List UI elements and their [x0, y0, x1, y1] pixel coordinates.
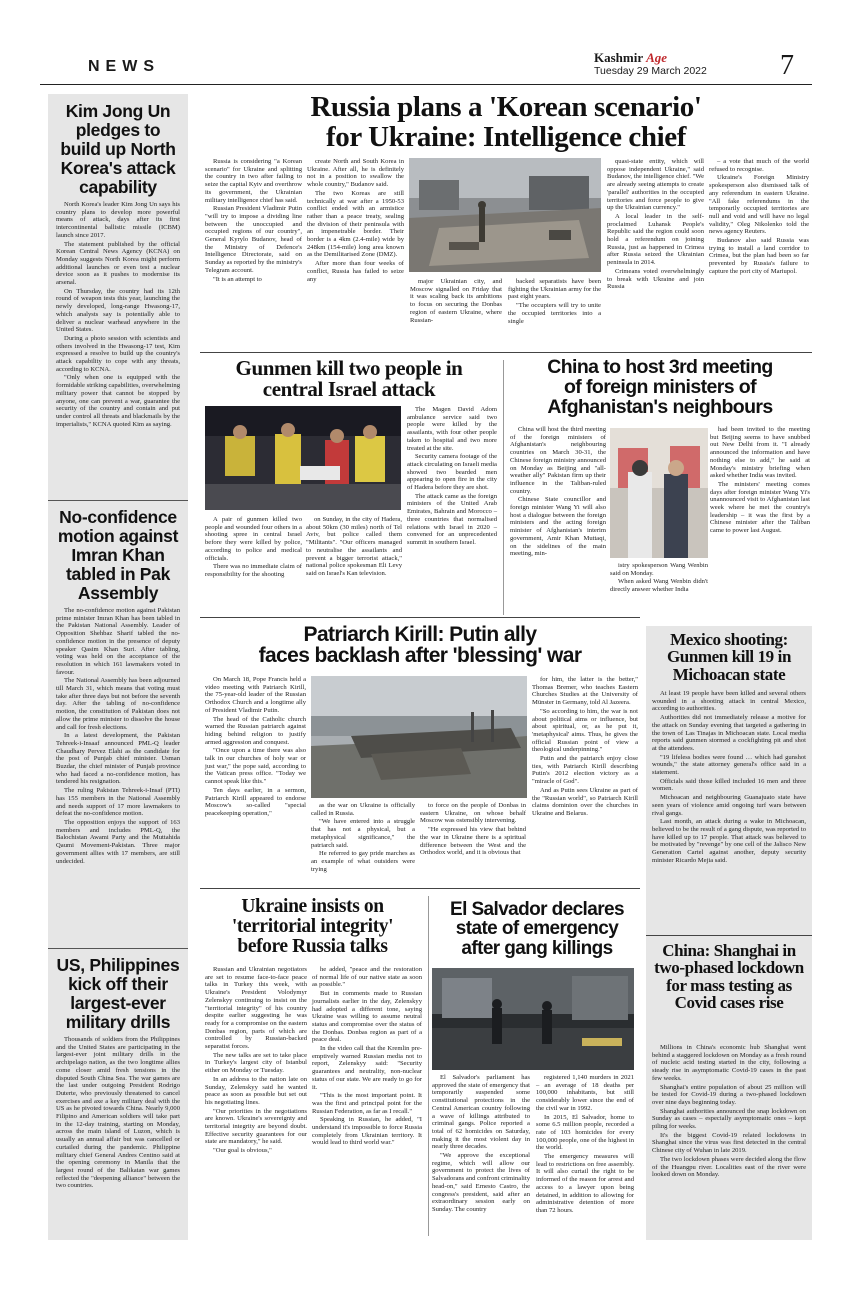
section-label: NEWS — [88, 58, 160, 75]
ukraine-talks-col-2: he added, "peace and the restoration of normal life of our native state as soon as possible." But in comments made to Russian journalists earlier in the day, Zelenskyy had adopted a different tone, saying Ukraine was willing to assume neutral status and compromise over the status of the Donbas. Donbas region as part of a peace deal. In the video call that the Kremlin pre-emptively warned Russian media not to report, Zelenskyy said: "Security guarantees and neutrality, non-nuclear status of our state. We are ready to go for it. "This is the most important point. It was the first and principal point for the Russian Federation, as far as I recall." Speaking in Russian, he added, "I understand it's impossible to force Russia completely from Ukrainian territory. It would lead to third world war." — [312, 966, 422, 1147]
story-headline: Kim Jong Un pledges to build up North Korea's attack capability — [60, 101, 176, 197]
photo-ukraine-soldier — [409, 158, 601, 272]
story-headline-mexico: Mexico shooting: Gunmen kill 19 in Michoacan state — [666, 630, 792, 684]
ukraine-talks-col-1: Russian and Ukrainian negotiators are set to resume face-to-face peace talks in Turkey this week, with Ukraine's President Volodymyr Zelenskyy continuing to insist on the "territorial integrity" of his country despite earlier suggesting he was ready for a compromise on the eastern Donbas region, parts of which are controlled by Russian-backed separatist forces. The new talks are set to take place in Turkey's largest city of Istanbul either on Monday or Tuesday. In an address to the nation late on Sunday, Zelenskyy said he wanted peace as soon as possible but set out his negotiating lines. "Our priorities in the negotiations are known. Ukraine's sovereignty and territorial integrity are beyond doubt. Effective security guarantees for our state are mandatory," he said. "Our goal is obvious," — [205, 966, 307, 1155]
section-divider — [646, 935, 812, 936]
sidebar-divider — [48, 948, 188, 949]
russia-col-1: Russia is considering "a Korean scenario" for Ukraine and splitting the country in two after failing to seize the capital Kyiv and overthrow its government, the Ukrainian military intelligence chief has said. Russian President Vladimir Putin "will try to impose a dividing line between the unoccupied and occupied regions of our country", General Kyrylo Budanov, head of the Ministry of Defence's Intelligence Directorate, said on Sunday as reported by the ministry's Telegram account. "It is an attempt to — [205, 158, 302, 283]
section-divider — [200, 888, 640, 889]
el-salvador-col-2: registered 1,140 murders in 2021 – an average of 18 deaths per 100,000 inhabitants, but still considerably lower since the end of the civil war in 1992. In 2015, El Salvador, home to some 6.5 million people, recorded a rate of 103 homicides for every 100,000 people, one of the highest in the world. The emergency measures will lead to restrictions on free assembly. It will also curtail the right to be informed of the reason for arrest and access to a lawyer upon being detained, in addition to allowing for administrative detention of more than 72 hours. — [536, 1074, 634, 1214]
issue-date: Tuesday 29 March 2022 — [594, 65, 707, 77]
left-sidebar — [48, 94, 188, 1240]
kirill-col-4: for him, the latter is the better," Thomas Bremer, who teaches Eastern Churches Studies at the University of Münster in Germany, told Al Jazeera. "So according to him, the war is not about political aims or influence, but about spiritual, or, as he put it, 'metaphysical' aims. Thus, he gives the official Russian point of view a theological underpinning." Putin and the patriarch enjoy close ties, with Patriarch Kirill describing Putin's 2012 election victory as a "miracle of God". And as Putin sees Ukraine as part of the "Russian world", so Patriarch Kirill claims dominion over the churches in Ukraine and Belarus. — [532, 676, 638, 817]
story-imran-khan — [56, 508, 180, 866]
column-divider — [428, 896, 429, 1236]
china-afghan-col-1: China will host the third meeting of the foreign ministers of Afghanistan's neighbouring countries on March 30-31, the Chinese foreign ministry announced on Monday as Beijing and "all-weather ally" Pakistan firm up their influence in the Taliban-ruled country. Chinese State councillor and foreign minister Wang Yi will also host a dialogue between the foreign ministers and the acting foreign minister of Afghanistan's interim government, Amir Khan Muttaqi, on the sidelines of the main meeting, min- — [510, 426, 606, 558]
photo-destroyed-bridge — [311, 676, 527, 798]
header-rule — [40, 84, 812, 85]
story-us-philippines — [56, 956, 180, 1191]
el-salvador-col-1: El Salvador's parliament has approved the state of emergency that temporarily suspended some constitutional protections in the Central American country following a wave of killings attributed to criminal gangs. Police reported a total of 62 homicides on Saturday, making it the most violent day in nearly three decades. "We approve the exceptional regime, which will allow our government to protect the lives of Salvadorans and confront criminality head-on," said Ernesto Castro, the congress's president, said after an extraordinary session early on Sunday. The country — [432, 1074, 530, 1213]
page-header — [40, 50, 812, 86]
photo-foreign-ministers — [610, 428, 708, 558]
page-number: 7 — [780, 50, 794, 81]
story-body: Thousands of soldiers from the Philippines and the United States are participating in the largest-ever joint military drills in the archipelago nation, as the two longtime allies come closer amid fresh tensions in the disputed South China Sea. The war games are the last under outgoing President Rodrigo Duterte, who previously threatened to cancel exercises and axe a key military deal with the US as he pivoted towards China. Nearly 9,000 Filipino and American soldiers will take part in the 12-day training, starting on Monday, across the main island of Luzon, which is usually an annual affair but was cancelled or curtailed during the pandemic. Philippine military chief General Andres Centino said at the opening ceremony in Manila that the largest round of the Balikatan war games reflected the "deepening alliance" between the two countries. — [56, 1036, 180, 1190]
israel-col-3: The Magen David Adom ambulance service said two people were killed by the assailants, with four other people taken to hospital and two more treated at the site. Security camera footage of the attack circulating on Israeli media showed two bearded men appearing to open fire in the city of Hadera before they are shot. The attack came as the foreign ministers of the United Arab Emirates, Bahrain and Morocco – three countries that normalised relations with Israel in 2020 – convened for an unprecedented summit in southern Israel. — [407, 406, 497, 546]
masthead — [594, 50, 744, 77]
section-divider — [200, 352, 812, 353]
russia-col-2: create North and South Korea in Ukraine. After all, he is definitely not in a position to swallow the whole country," Budanov said. The two Koreas are still technically at war after a 1950-53 conflict ended with an armistice rather than a peace treaty, sealing the division of their peninsula with an impenetrable border. Their border is a 4km (2.4-mile) wide by 248km (154-mile) long area known as the Demilitarised Zone (DMZ). After more than four weeks of conflict, Russia has failed to seize any — [307, 158, 404, 283]
russia-col-6: – a vote that much of the world refused to recognise. Ukraine's Foreign Ministry spokesperson also dismissed talk of any referendum in eastern Ukraine. "All fake referendums in the temporarily occupied territories are null and void and will have no legal validity," Oleg Nikolenko told the news agency Reuters. Budanov also said Russia was trying to install a land corridor to Crimea, but the plan had been so far prevented by Russia's failure to capture the port city of Mariupol. — [709, 158, 809, 275]
photo-israel-attack-scene — [205, 406, 401, 510]
story-headline-shanghai: China: Shanghai in two-phased lockdown for mass testing as Covid cases rise — [654, 941, 804, 1012]
story-headline: No-confidence motion against Imran Khan tabled in Pak Assembly — [57, 507, 179, 603]
china-afghan-col-2: istry spokesperson Wang Wenbin said on Monday. When asked Wang Wenbin didn't directly answer whether India — [610, 562, 708, 594]
story-headline-kirill: Patriarch Kirill: Putin ally faces backlash after 'blessing' war — [258, 623, 582, 668]
photo-el-salvador-police — [432, 968, 634, 1070]
story-body: North Korea's leader Kim Jong Un says his country plans to develop more powerful means of attack, days after its first intercontinental ballistic missile (ICBM) launch since 2017. The statement published by the official Korean Central News Agency (KCNA) on Monday suggests North Korea might perform additional launches or even test a nuclear device soon as it pushes to modernise its arsenal. On Thursday, the country had its 12th round of weapon tests this year, launching the newly developed, long-range Hwasong-17, which analysts say is potentially able to deliver a nuclear warhead anywhere in the United States. During a photo session with scientists and others involved in the Hwasong-17 test, Kim expressed a resolve to build up the country's attack capability to cope with any threats, according to KCNA. "Only when one is equipped with the formidable striking capabilities, overwhelming military power that cannot be stopped by anyone, one can prevent a war, guarantee the security of the country and contain and put under control all threats and blackmails by the imperialists," KCNA quoted Kim as saying. — [56, 201, 180, 428]
story-headline-ukraine-talks: Ukraine insists on 'territorial integrity' before Russia talks — [231, 896, 394, 957]
kirill-col-3: to force on the people of Donbas in eastern Ukraine, on whose behalf Moscow was ostensibly intervening. "He expressed his view that behind the war in Ukraine there is a spiritual difference between the West and the Orthodox world, and it is obvious that — [420, 802, 526, 857]
story-headline-china-afghanistan: China to host 3rd meeting of foreign ministers of Afghanistan's neighbours — [547, 356, 773, 418]
story-headline-russia: Russia plans a 'Korean scenario' for Ukraine: Intelligence chief — [310, 91, 702, 153]
russia-col-3: major Ukrainian city, and Moscow signalled on Friday that it was scaling back its ambitions to focus on securing the Donbas region of eastern Ukraine, where Russian- — [410, 278, 502, 324]
story-body: The no-confidence motion against Pakistan prime minister Imran Khan has been tabled in the Pakistan National Assembly. Leader of Opposition Shehbaz Sharif tabled the no-confidence motion in the presence of deputy speaker Qasim Khan Suri. After tabling, voting was held on the acceptance of the resolution in which 161 lawmakers voted in favour. The National Assembly has been adjourned till March 31, which means that voting must take after three days but not before the seventh day. After the tabling of no-confidence motion, the constitution of Pakistan does not allow the prime minister to dissolve the house and call for fresh elections. In a latest development, the Pakistan Tehreek-i-Insaaf announced PML-Q leader Chaudhary Pervez Elahi as the candidate for the post of Punjab chief minister. Usman Buzdar, the chief minister of Punjab province who had faced a no-confidence motion, has tendered his resignation. The ruling Pakistan Tehreek-i-Insaf (PTI) has 155 members in the National Assembly and needs support of 17 more lawmakers to defeat the no-confidence motion. The opposition enjoys the support of 163 members and includes PML-Q, the Balochistan Awami Party and the Muttahida Qaumi Movement-Pakistan. Three major government allies with 17 members, are still undecided. — [56, 607, 180, 865]
story-kim-jong-un — [56, 102, 180, 429]
kirill-col-2: as the war on Ukraine is officially called in Russia. "We have entered into a struggle that has not a physical, but a metaphysical significance," the patriarch said. He referred to gay pride marches as an example of what outsiders were trying — [311, 802, 415, 873]
story-headline: US, Philippines kick off their largest-ever military drills — [56, 955, 180, 1032]
israel-col-1: A pair of gunmen killed two people and wounded four others in a shooting spree in central Israel before they were killed by police, according to police and medical officials. There was no immediate claim of responsibility for the shooting — [205, 516, 302, 578]
masthead-accent: Age — [646, 50, 668, 65]
israel-col-2: on Sunday, in the city of Hadera, about 50km (30 miles) north of Tel Aviv, but police called them "Militants". "Our officers managed to neutralise the assailants and prevent a bigger terrorist attack," national police spokesman Eli Levy said on Israel's Kan television. — [306, 516, 402, 577]
masthead-name: Kashmir Age — [594, 50, 668, 65]
mexico-body: At least 19 people have been killed and several others wounded in a shooting attack in central Mexico, according to authorities. Authorities did not immediately release a motive for the attack on Sunday evening that targeted a gathering in the town of Las Tinajas in Michoacan state. Local media reports said gunmen stormed a cockfighting pit and shot at the attendees. "19 lifeless bodies were found … which had gunshot wounds," the state attorney general's office said in a statement. Officials said those killed included 16 men and three women. Michoacan and neighbouring Guanajuato state have seen years of violence amid ongoing turf wars between rival gangs. Last month, an attack during a wake in Michoacan, believed to be the result of a gang dispute, was reported to have killed up to 17 people. That attack was believed to be motivated by "revenge" by one cell of the Jalisco New Generation Cartel against another, deputy security minister Ricardo Mejia said. — [652, 690, 806, 864]
story-headline-el-salvador: El Salvador declares state of emergency after gang killings — [450, 899, 624, 959]
sidebar-divider — [48, 500, 188, 501]
column-divider — [503, 360, 504, 615]
story-headline-israel: Gunmen kill two people in central Israel attack — [235, 356, 463, 402]
section-divider — [200, 617, 640, 618]
kirill-col-1: On March 18, Pope Francis held a video meeting with Patriarch Kirill, the 75-year-old leader of the Russian Orthodox Church and a longtime ally of President Vladimir Putin. The head of the Catholic church warned the Russian patriarch against hiding behind religion to justify armed aggression and conquest. "Once upon a time there was also talk in our churches of holy war or just war," the pope said, according to the Vatican press office. "Today we cannot speak like this." Ten days earlier, in a sermon, Patriarch Kirill appeared to endorse Moscow's so-called "special peacekeeping operation," — [205, 676, 306, 817]
china-afghan-col-3: had been invited to the meeting but Beijing seems to have snubbed out New Delhi from it. "I already announced the information and have nothing else to add," he said at Monday's ministry briefing when asked whether India was invited. The ministers' meeting comes days after foreign minister Wang Yi's unannounced visit to Afghanistan last week where he met the country's leadership – it was the first by a Chinese minister after the Taliban came to power last August. — [710, 426, 810, 535]
russia-col-5: quasi-state entity, which will oppose independent Ukraine," said Budanov, the intelligence chief. "We are already seeing attempts to create 'parallel' authorities in the occupied territories and force people to give up the Ukrainian currency." A local leader in the self-proclaimed Luhansk People's Republic said the region could soon hold a referendum on joining Russia, just as happened in Crimea after Russia seized the Ukrainian peninsula in 2014. Crimeans voted overwhelmingly to break with Ukraine and join Russia — [607, 158, 704, 291]
russia-col-4: backed separatists have been fighting the Ukrainian army for the past eight years. "The occupiers will try to unite the occupied territories into a single — [508, 278, 601, 325]
shanghai-body: Millions in China's economic hub Shanghai went behind a staggered lockdown on Monday as a fresh round of nucleic acid testing started in the city, following a steady rise in asymptomatic Covid-19 cases in the past few weeks. Shanghai's entire population of about 25 million will be tested for Covid-19 during a two-phased lockdown over nine days beginning today. Shanghai authorities announced the snap lockdown on Sunday as cases – especially asymptomatic ones – kept piling for weeks. It's the biggest Covid-19 related lockdowns in Shanghai since the virus was first detected in the central Chinese city of Wuhan in late 2019. The two lockdown phases were decided along the flow of the Huangpu river. Localities east of the river were looked down on Monday. — [652, 1044, 806, 1179]
